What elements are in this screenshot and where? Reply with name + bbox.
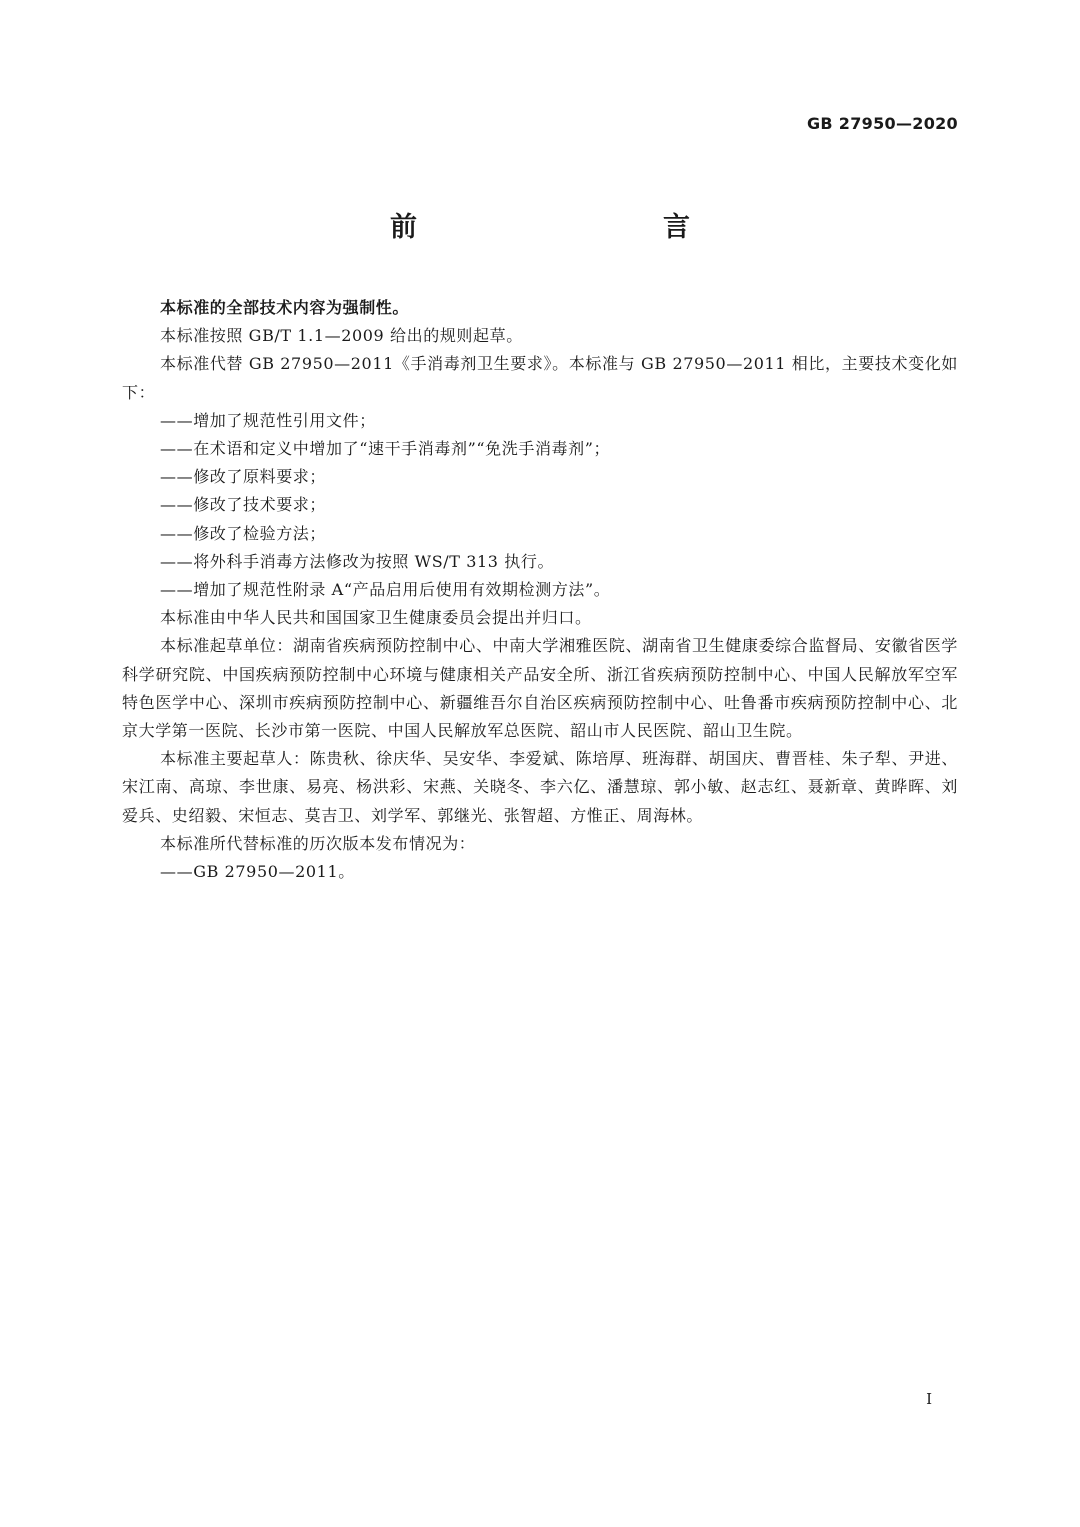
paragraph-mandatory-statement: 本标准的全部技术内容为强制性。 <box>160 298 410 317</box>
change-item: ——增加了规范性引用文件； <box>160 410 376 430</box>
change-item: ——在术语和定义中增加了“速干手消毒剂”“免洗手消毒剂”； <box>160 439 611 459</box>
change-item: ——修改了技术要求； <box>160 495 327 515</box>
change-item: ——增加了规范性附录 A“产品启用后使用有效期检测方法”。 <box>160 580 611 600</box>
paragraph-drafters: 本标准主要起草人：陈贵秋、徐庆华、吴安华、李爱斌、陈培厚、班海群、胡国庆、曹晋桂、朱子犁、尹进、宋江南、高琼、李世康、易亮、杨洪彩、宋燕、关晓冬、李六亿、潘慧琼、郭小敏、赵志红、聂新章、黄晔晖、刘爱兵、史绍毅、宋恒志、莫吉卫、刘学军、郭继光、张智超、方惟正、周海林。 <box>122 749 958 825</box>
change-item: ——修改了原料要求； <box>160 467 327 487</box>
change-item: ——修改了检验方法； <box>160 523 327 543</box>
paragraph-version-history: 本标准所代替标准的历次版本发布情况为： <box>160 833 476 853</box>
change-item: ——将外科手消毒方法修改为按照 WS/T 313 执行。 <box>160 551 555 571</box>
paragraph-drafting-rules: 本标准按照 GB/T 1.1—2009 给出的规则起草。 <box>160 326 523 346</box>
standard-code: GB 27950—2020 <box>807 114 958 133</box>
document-body <box>122 294 958 886</box>
version-history-item: ——GB 27950—2011。 <box>160 862 355 882</box>
paragraph-drafting-units: 本标准起草单位：湖南省疾病预防控制中心、中南大学湘雅医院、湖南省卫生健康委综合监督局、安徽省医学科学研究院、中国疾病预防控制中心环境与健康相关产品安全所、浙江省疾病预防控制中心、中国人民解放军空军特色医学中心、深圳市疾病预防控制中心、新疆维吾尔自治区疾病预防控制中心、吐鲁番市疾病预防控制中心、北京大学第一医院、长沙市第一医院、中国人民解放军总医院、韶山市人民医院、韶山卫生院。 <box>122 636 958 741</box>
paragraph-replacement: 本标准代替 GB 27950—2011《手消毒剂卫生要求》。本标准与 GB 27950—2011 相比，主要技术变化如下： <box>122 354 958 402</box>
page-number: I <box>926 1390 932 1408</box>
paragraph-proposer: 本标准由中华人民共和国国家卫生健康委员会提出并归口。 <box>160 608 592 628</box>
page-title: 前 言 <box>390 212 754 243</box>
